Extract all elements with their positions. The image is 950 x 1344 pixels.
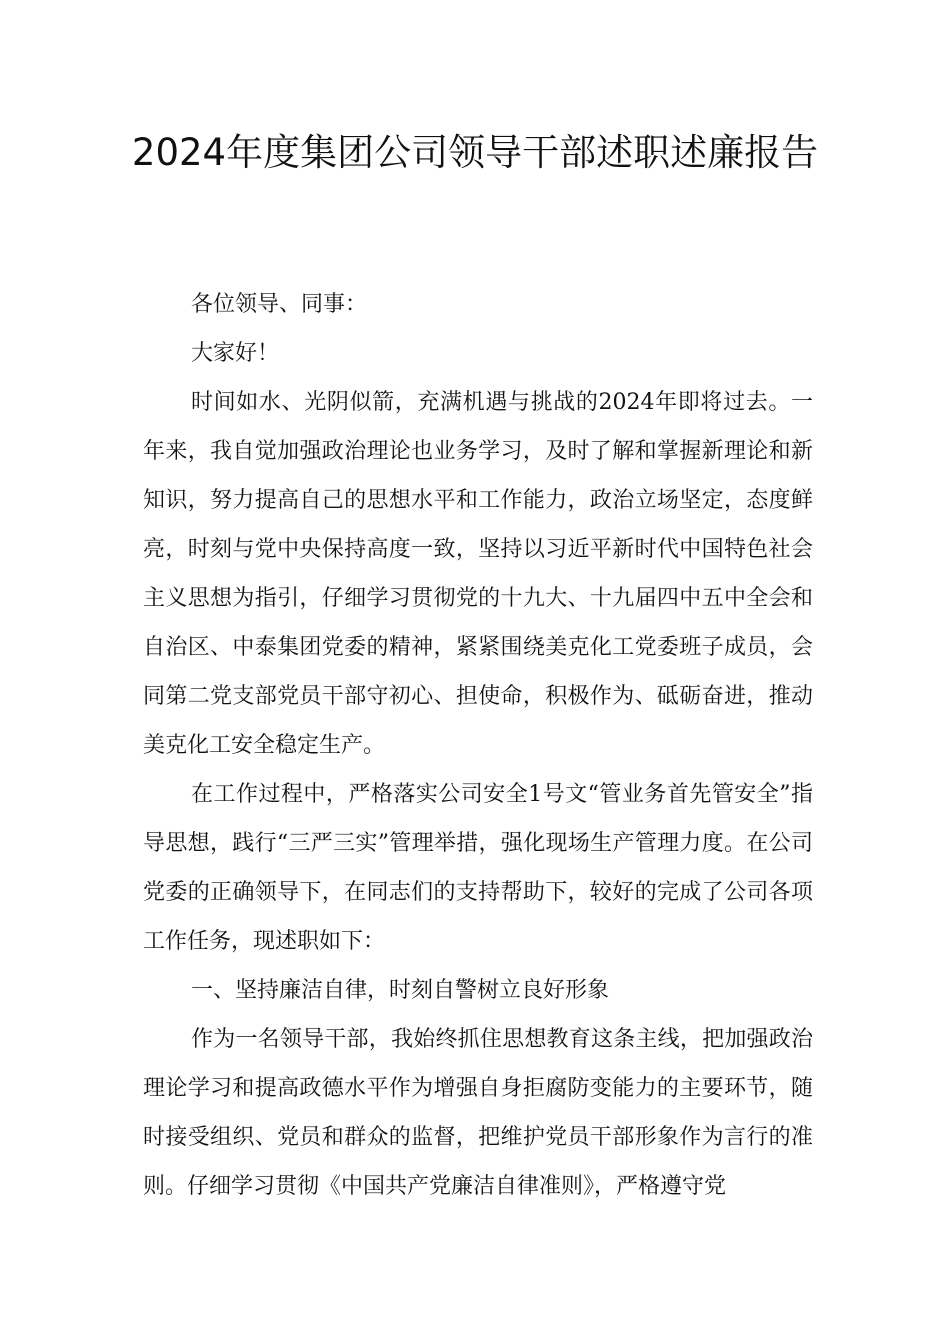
document-body xyxy=(143,280,813,1211)
paragraph: 在工作过程中，严格落实公司安全1号文“管业务首先管安全”指导思想，践行“三严三实”管理举措，强化现场生产管理力度。在公司党委的正确领导下，在同志们的支持帮助下，较好的完成了公司各项工作任务，现述职如下： xyxy=(143,782,813,954)
paragraph: 时间如水、光阴似箭，充满机遇与挑战的2024年即将过去。一年来，我自觉加强政治理论也业务学习，及时了解和掌握新理论和新知识，努力提高自己的思想水平和工作能力，政治立场坚定，态度鲜亮，时刻与党中央保持高度一致，坚持以习近平新时代中国特色社会主义思想为指引，仔细学习贯彻党的十九大、十九届四中五中全会和自治区、中泰集团党委的精神，紧紧围绕美克化工党委班子成员，会同第二党支部党员干部守初心、担使命，积极作为、砥砺奋进，推动美克化工安全稳定生产。 xyxy=(143,390,813,758)
greeting: 大家好！ xyxy=(191,341,280,366)
document-title: 2024年度集团公司领导干部述职述廉报告 xyxy=(131,131,819,174)
section-heading: 一、坚持廉洁自律，时刻自警树立良好形象 xyxy=(191,978,610,1003)
salutation: 各位领导、同事： xyxy=(191,292,368,317)
section-paragraph: 作为一名领导干部，我始终抓住思想教育这条主线，把加强政治理论学习和提高政德水平作为增强自身拒腐防变能力的主要环节，随时接受组织、党员和群众的监督，把维护党员干部形象作为言行的准则。仔细学习贯彻《中国共产党廉洁自律准则》，严格遵守党 xyxy=(143,1027,813,1199)
